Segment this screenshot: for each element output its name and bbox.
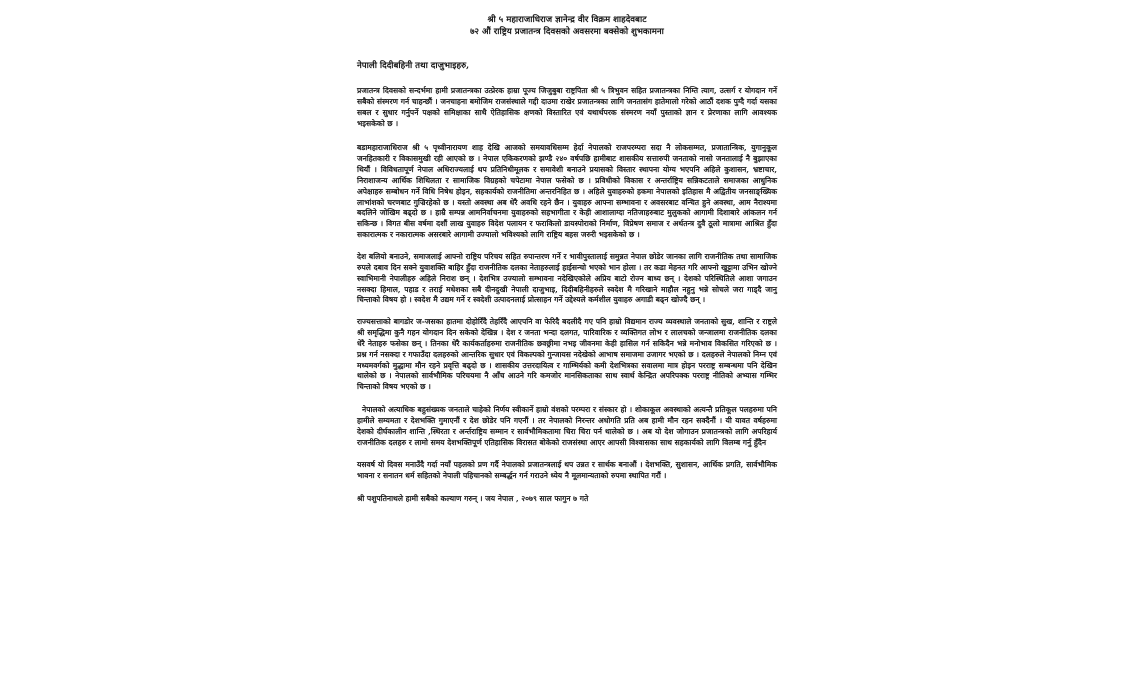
paragraph-2: बडामहाराजाधिराज श्री ५ पृथ्वीनारायण शाह देखि आजको समयावधिसम्म हेर्दा नेपालको राजपरम्परा सदा नै लोकसम्मत, प्रजातान्त्रिक, युगानुकूल जनहितकारी र विकासमुखी रही आएको छ । नेपाल एकिकरणको झण्डै २४० वर्षपछि हामीबाट शासकीय सत्तारुपी जनताको नासो जनतालाई नै बुझाएका थियौं । विविधतापूर्ण नेपाल अधिराज्यलाई थप प्रतिनिधीमूलक र समावेशी बनाउने प्रयासको विस्तार स्थापना योग्य भएपनि अहिले कुशासन, भ्रष्टाचार, निराशाजन्य आर्थिक शिथिलता र सामाजिक विग्रहको चपेटामा नेपाल फसेको छ । प्रविधीको विकास र अन्तर्राष्ट्रिय सन्निकटताले समाजका आधुनिक अपेक्षाहरु सम्बोधन गर्ने विधि निषेध होइन, सहकार्यको राजनीतिमा अन्तरनिहित छ । अहिले युवाहरुको हकमा नेपालको इतिहास मै अद्वितीय जनसाङ्ख्यिक लाभांशको चरणबाट गुज्रिरहेको छ । यस्तो अवस्था अब धेरै अवधि रहने छैन । युवाहरु आफ्ना सम्भावना र अवसरबाट वन्चित हुने अवस्था, आम नैराश्यमा बदलिने जोखिम बढ्दो छ । हाम्रै सम्पन्न आमनिर्वाचनमा युवाहरुको सहभागीता र केही आशालाग्दा नतिजाहरुबाट मुलुकको आगामी दिशाबारे आंकलन गर्न सकिन्छ । विगत बीस वर्षमा दशौं लाख युवाहरु विदेश पलायन र फराकिलो डायस्पोराको निर्माण, विप्रेषण समाज र अर्थतन्त्र दुवै ठूलो मात्रामा आश्रित हुँदा सकारात्मक र नकारात्मक असरबारे आगामी उज्यालो भविश्यको लागि राष्ट्रिय बहस जरुरी भइसकेको छ । — [357, 143, 777, 240]
closing-line: श्री पशुपतिनाथले हामी सबैको कल्याण गरुन् । जय नेपाल , २०७९ साल फागुन ७ गते — [357, 494, 589, 504]
document-title-line-2: ७२ औं राष्ट्रिय प्रजातन्त्र दिवसको अवसरमा बक्सेको शुभकामना — [470, 27, 664, 37]
paragraph-3: देश बलियो बनाउने, समाजलाई आफ्नो राष्ट्रिय परिचय सहित रुपान्तरण गर्ने र भावीपुस्तालाई समुन्नत नेपाल छोडेर जानका लागि राजनीतिक तथा सामाजिक रुपले दबाव दिन सक्ने युवाशक्ति बाहिर हुँदा राजनीतिक दलका नेताहरुलाई हाईसन्चो भएको भान होला । तर कडा मेहनत गरि आफ्नो खुट्टामा उभिन खोज्ने स्वाभिमानी नेपालीहरु अहिले निराश छन् । देशभित्र उज्यालो सम्भावना नदेखिएकोले अप्रिय बाटो रोज्न बाध्य छन् । देशको परिस्थितिले आशा जगाउन नसक्दा हिमाल, पहाड र तराई मधेशका सबै दीनदुखी नेपाली दाजुभाइ, दिदीबहिनीहरुले स्वदेश मै गरिखाने माहौल नहुनु भन्ने सोचले जरा गाड्दै जानु चिन्ताको विषय हो । स्वदेश मै उद्यम गर्ने र स्वदेशी उत्पादनलाई प्रोत्साहन गर्ने उद्देश्यले कर्मशील युवाहरु अगाडी बढ्न खोज्दै छन् । — [357, 251, 777, 305]
paragraph-1: प्रजातन्त्र दिवसको सन्दर्भमा हामी प्रजातन्त्रका उत्प्रेरक हाम्रा पूज्य जिजुबुबा राष्ट्रपिता श्री ५ त्रिभुवन सहित प्रजातन्त्रका निम्ति त्याग, उत्सर्ग र योगदान गर्ने सबैको संस्मरण गर्न चाहन्छौं । जनचाहना बमोजिम राजसंस्थाले गद्दी दाउमा राखेर प्रजातन्त्रका लागि जनतासंग हातेमालो गरेको आठौं दशक पुग्दै गर्दा यसका सबल र सुधार गर्नुपर्ने पक्षको समिक्षाका साथै ऐतिहासिक क्षणको विस्तारित एवं यथार्थपरक संस्मरण नयाँ पुस्ताको ज्ञान र प्रेरणाका लागि आवश्यक भइसकेको छ । — [357, 86, 777, 128]
paragraph-4: राज्यसत्ताको बागडोर ज-जसका हातमा दोहोरिँदै तेहरिँदै आएपनि वा फेरिदै बदलीदै गए पनि हाम्रो विद्यमान राज्य व्यवस्थाले जनताको सुख, शान्ति र राष्ट्रले श्री समृद्धिमा कुनै गहन योगदान दिन सकेको देखिन्न । देश र जनता भन्दा दलगत, पारिवारिक र व्यक्तिगत लोभ र लालचको जन्जालमा राजनीतिक दलका धेरै नेताहरु फसेका छन् । तिनका धेरै कार्यकर्ताहरुमा राजनीतिक छवछ्रीमा नभइ जीवनमा केही हासिल गर्न सकिदैन भन्ने मनोभाव विकसित गरिएको छ । प्रश्न गर्न नसक्दा र गफाउँदा दलहरुको आन्तरिक सुधार एवं विकल्पको गुन्जायस नदेखेको आभाष समाजमा उजागर भएको छ । दलहरुले नेपालको निम्न एवं मध्यमवर्गको मुद्धामा मौन रहने प्रवृत्ति बढ्दो छ । शासकीय उत्तरदायित्व र गाम्भिर्यको कमी देशभित्रका सवालमा मात्र होइन परराष्ट्र सम्बन्धमा पनि देखिन थालेको छ । नेपालको सार्वभौमिक परिचयमा नै आँच आउने गरि कमजोर मानसिकताका साथ स्वार्थ केन्द्रित अपरिपक्क परराष्ट्र नीतिको अभ्यास गम्भिर चिन्ताको विषय भएको छ । — [357, 317, 777, 392]
salutation: नेपाली दिदीबहिनी तथा दाजुभाइहरु, — [357, 61, 470, 71]
paragraph-5: नेपालको अत्याधिक बहुसंख्यक जनताले चाहेको निर्णय स्वीकार्ने हाम्रो वंशको परम्परा र संस्कार हो । शोकाकूल अवस्थाको अत्यन्तै प्रतिकूल पलहरुमा पनि हामीले सम्यमता र देशभक्ति गुमाएनौं र देश छोडेर पनि गएनौं । तर नेपालको निरन्तर अधोगति प्रति अब हामी मौन रहन सक्दैनौं । यी यावत वर्षहरुमा देशको दीर्घकालीन शान्ति ,स्थिरता र अर्न्तराष्ट्रिय सम्मान र सार्वभौमिकतामा चिरा चिरा पर्न थालेको छ । अब यो देश जोगाउन प्रजातन्त्रको लागि अपरिहार्य राजनीतिक दलहरु र लामो समय देशभक्तिपूर्ण एतिहासिक विरासत बोकेको राजसंस्था आएर आपसी विश्वासका साथ सहकार्यको लागि विलम्ब गर्नु हुँदैन — [357, 405, 777, 447]
paragraph-6: यसवर्ष यो दिवस मनाउँदै गर्दा नयाँ पहलको प्रण गर्दै नेपालको प्रजातन्त्रलाई थप उन्नत र सार्थक बनाऔं । देशभक्ति, सुशासन, आर्थिक प्रगति, सार्वभौमिक भावना र सनातन धर्म सहितको नेपाली पहिचानको सम्बर्द्धन गर्न गराउने ध्येय नै मूलमान्यताको रुपमा स्थापित गरौं । — [357, 460, 777, 481]
document-title-line-1: श्री ५ महाराजाधिराज ज्ञानेन्द्र वीर विक्रम शाहदेवबाट — [487, 15, 647, 25]
royal-message-document — [357, 14, 777, 505]
